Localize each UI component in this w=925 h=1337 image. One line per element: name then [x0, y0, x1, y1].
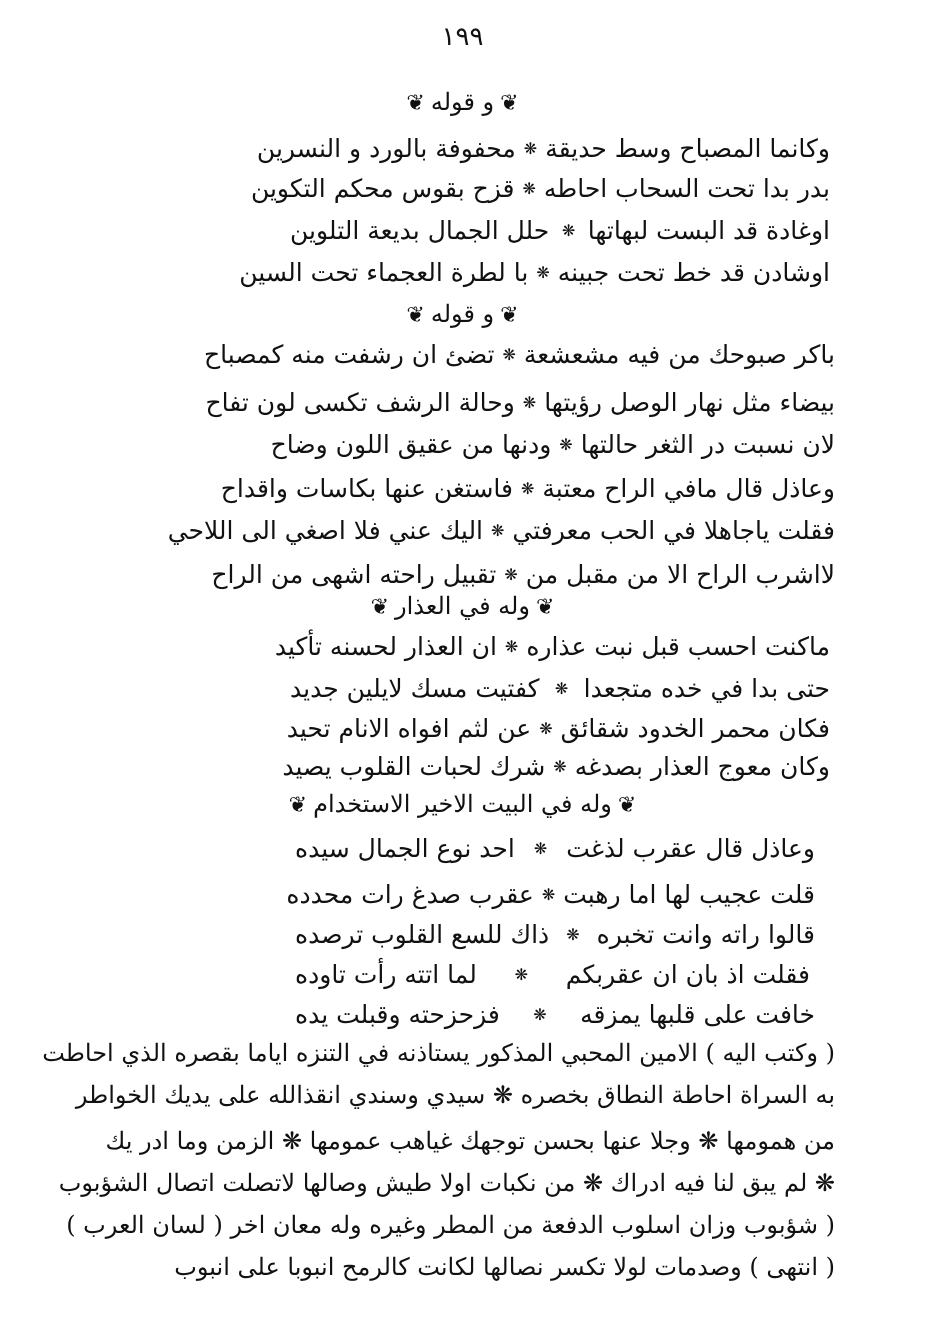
verse-line — [250, 170, 830, 208]
hemistich-second: حلل الجمال بديعة التلوين — [290, 216, 550, 245]
ornament-icon: ❦ — [617, 793, 637, 818]
hemistich-second: ان العذار لحسنه تأكيد — [274, 632, 497, 661]
verse-line — [205, 384, 835, 422]
hemistich-first: قلت عجيب لها اما رهبت — [563, 880, 815, 909]
verse-line — [295, 916, 815, 954]
ornament-icon: ❦ — [500, 91, 519, 116]
heading-text: و قوله — [430, 300, 495, 328]
hemistich-first: وعاذل قال عقرب لذغت — [566, 834, 815, 863]
hemistich-first: باكر صبوحك من فيه مشعشعة — [523, 340, 835, 369]
prose-line: ( انتهى ) وصدمات لولا تكسر نصالها لكانت كالرمح انبوبا على انبوب — [174, 1253, 835, 1281]
ornament-icon: ❦ — [288, 793, 308, 818]
verse-line — [295, 956, 810, 994]
ornament-icon: ❦ — [406, 91, 425, 116]
separator-icon: ❋ — [539, 719, 553, 738]
verse-line — [239, 254, 830, 292]
verse-line — [204, 336, 835, 374]
heading-text: وله في البيت الاخير الاستخدام — [313, 790, 612, 818]
separator-icon: ❋ — [491, 521, 505, 540]
prose-line: ❋ لم يبق لنا فيه ادراك ❋ من نكبات اولا طيش وصالها لاتصلت اتصال الشؤبوب — [58, 1169, 835, 1197]
prose-line: من همومها ❋ وجلا عنها بحسن توجهك غياهب عمومها ❋ الزمن وما ادر يك — [105, 1127, 835, 1155]
hemistich-first: فقلت ياجاهلا في الحب معرفتي — [512, 516, 835, 545]
verse-line — [286, 876, 815, 914]
hemistich-second: فاستغن عنها بكاسات واقداح — [220, 474, 513, 503]
ornament-icon: ❦ — [535, 595, 555, 620]
hemistich-first: وعاذل قال مافي الراح معتبة — [542, 474, 835, 503]
section-heading — [0, 88, 925, 116]
separator-icon: ❋ — [536, 263, 550, 282]
hemistich-first: فقلت اذ بان ان عقربكم — [565, 960, 810, 989]
hemistich-second: اليك عني فلا اصغي الى اللاحي — [167, 516, 484, 545]
verse-line — [282, 748, 830, 786]
verse-line — [295, 830, 815, 868]
section-heading — [0, 300, 925, 328]
separator-icon: ❋ — [523, 139, 538, 158]
verse-line — [290, 670, 830, 708]
hemistich-second: احد نوع الجمال سيده — [295, 834, 515, 863]
hemistich-first: وكانما المصباح وسط حديقة — [545, 134, 830, 163]
hemistich-second: ذاك للسع القلوب ترصده — [295, 920, 550, 949]
separator-icon: ❋ — [554, 679, 569, 698]
hemistich-second: لما اتته رأت تاوده — [295, 960, 477, 989]
verse-line — [167, 512, 835, 550]
hemistich-first: ماكنت احسب قبل نبت عذاره — [526, 632, 830, 661]
prose-line: به السراة احاطة النطاق بخصره ❋ سيدي وسندي انقذالله على يديك الخواطر — [75, 1081, 835, 1109]
prose-line: ( وكتب اليه ) الامين المحبي المذكور يستاذنه في التنزه اياما بقصره الذي احاطت — [42, 1039, 835, 1067]
separator-icon: ❋ — [533, 839, 548, 858]
hemistich-first: حتى بدا في خده متجعدا — [583, 674, 830, 703]
verse-line — [256, 130, 830, 168]
hemistich-second: عن لثم افواه الانام تحيد — [286, 714, 532, 743]
separator-icon: ❋ — [553, 757, 567, 776]
verse-line — [286, 710, 830, 748]
separator-icon: ❋ — [559, 435, 573, 454]
verse-line — [274, 628, 830, 666]
page-number: ١٩٩ — [441, 22, 484, 52]
ornament-icon: ❦ — [370, 595, 390, 620]
hemistich-second: وحالة الرشف تكسى لون تفاح — [205, 388, 515, 417]
hemistich-first: قالوا راته وانت تخبره — [596, 920, 815, 949]
hemistich-first: لان نسبت در الثغر حالتها — [580, 430, 835, 459]
verse-line — [220, 470, 835, 508]
heading-text: وله في العذار — [395, 592, 530, 620]
hemistich-second: تضئ ان رشفت منه كمصباح — [204, 340, 495, 369]
verse-line — [270, 426, 835, 464]
hemistich-first: بدر بدا تحت السحاب احاطه — [543, 174, 830, 203]
hemistich-first: فكان محمر الخدود شقائق — [560, 714, 830, 743]
hemistich-second: كفتيت مسك لايلين جديد — [290, 674, 540, 703]
separator-icon: ❋ — [502, 345, 516, 364]
ornament-icon: ❦ — [406, 303, 425, 328]
heading-text: و قوله — [430, 88, 495, 116]
hemistich-second: ودنها من عقيق اللون وضاح — [270, 430, 552, 459]
hemistich-first: اوشادن قد خط تحت جبينه — [557, 258, 830, 287]
separator-icon: ❋ — [520, 479, 535, 498]
hemistich-second: فزحزحته وقبلت يده — [295, 1000, 500, 1029]
hemistich-second: شرك لحبات القلوب يصيد — [282, 752, 546, 781]
hemistich-second: قزح بقوس محكم التكوين — [250, 174, 515, 203]
separator-icon: ❋ — [514, 965, 528, 984]
verse-line — [290, 212, 830, 250]
section-heading — [0, 790, 925, 818]
hemistich-first: خافت على قلبها يمزقه — [580, 1000, 815, 1029]
hemistich-first: اوغادة قد البست لبهاتها — [587, 216, 830, 245]
hemistich-second: محفوفة بالورد و النسرين — [256, 134, 516, 163]
hemistich-second: عقرب صدغ رات محدده — [286, 880, 534, 909]
separator-icon: ❋ — [533, 1005, 547, 1024]
verse-line — [211, 556, 835, 594]
separator-icon: ❋ — [522, 179, 536, 198]
hemistich-first: لااشرب الراح الا من مقبل من — [525, 560, 835, 589]
separator-icon: ❋ — [522, 393, 537, 412]
hemistich-first: وكان معوج العذار بصدغه — [574, 752, 830, 781]
hemistich-second: با لطرة العجماء تحت السين — [239, 258, 529, 287]
prose-line: ( شؤبوب وزان اسلوب الدفعة من المطر وغيره وله معان اخر ( لسان العرب ) — [66, 1211, 835, 1239]
ornament-icon: ❦ — [500, 303, 519, 328]
hemistich-second: تقبيل راحته اشهى من الراح — [211, 560, 497, 589]
section-heading — [0, 592, 925, 620]
verse-line — [295, 996, 815, 1034]
separator-icon: ❋ — [566, 925, 580, 944]
hemistich-first: بيضاء مثل نهار الوصل رؤيتها — [544, 388, 835, 417]
separator-icon: ❋ — [561, 221, 576, 240]
separator-icon: ❋ — [504, 565, 518, 584]
separator-icon: ❋ — [541, 885, 556, 904]
separator-icon: ❋ — [504, 637, 519, 656]
